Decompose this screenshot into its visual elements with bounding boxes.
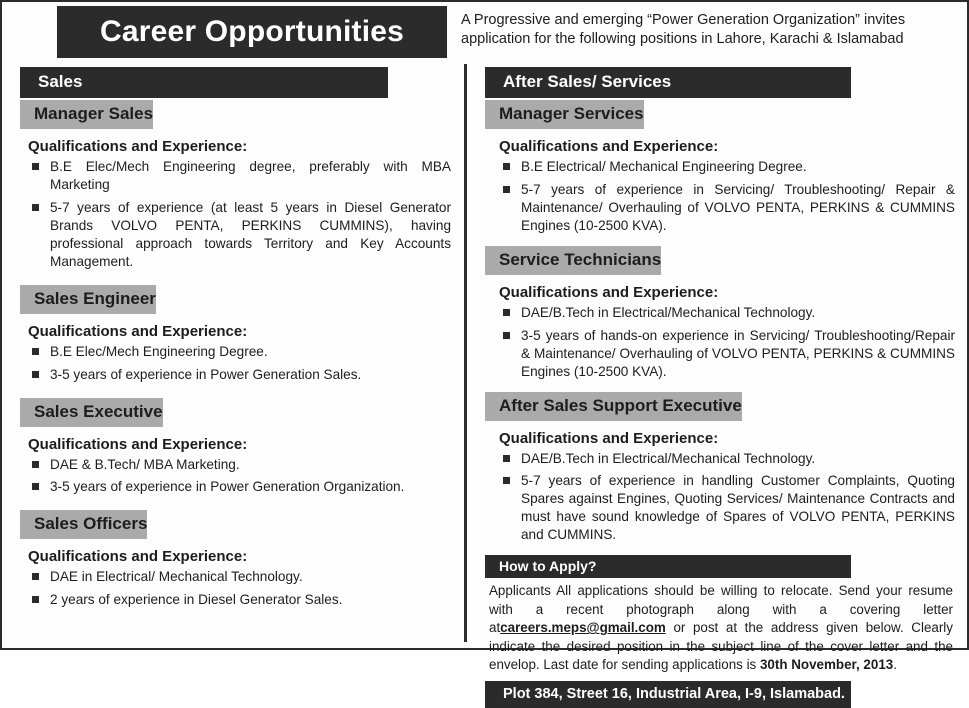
job-title: After Sales Support Executive (485, 392, 742, 421)
intro-line-2: application for the following positions in Lahore, Karachi & Islamabad (461, 31, 904, 48)
requirement-item: 5-7 years of experience in handling Customer Complaints, Quoting Spares against Engines, Quoting Services/ Maintenance Contracts and must have sound knowledge of Spares of VOLVO PENTA, PERKINS and CUMMINS. (485, 472, 955, 544)
job-manager-services (485, 100, 955, 235)
requirements-list (20, 568, 451, 609)
requirement-item: 2 years of experience in Diesel Generator Sales. (20, 591, 451, 609)
job-after-sales-support-executive (485, 392, 955, 545)
how-to-apply-block (485, 555, 955, 708)
job-sales-engineer (20, 285, 451, 384)
job-title: Sales Executive (20, 398, 163, 427)
requirement-item: 3-5 years of hands-on experience in Servicing/ Troubleshooting/Repair & Maintenance/ Overhauling of VOLVO PENTA, PERKINS & CUMMINS Engines (10-2500 KVA). (485, 327, 955, 381)
apply-text-after-email: or post at the address given below. Clearly indicate the desired position in the subject line of the cover letter and the envelop. Last date for sending applications is (489, 620, 953, 673)
qualifications-label: Qualifications and Experience: (499, 138, 719, 155)
job-title: Manager Services (485, 100, 644, 129)
content-columns (2, 62, 967, 702)
job-sales-executive (20, 398, 451, 497)
qualifications-label: Qualifications and Experience: (499, 283, 719, 301)
qualifications-label: Qualifications and Experience: (28, 322, 248, 340)
requirement-item: 5-7 years of experience in Servicing/ Troubleshooting/ Repair & Maintenance/ Overhauling of VOLVO PENTA, PERKINS & CUMMINS Engines (10-2500 KVA). (485, 181, 955, 235)
requirements-list (20, 456, 451, 497)
job-title: Service Technicians (485, 246, 661, 275)
how-to-apply-heading: How to Apply? (485, 555, 851, 578)
qualifications-label: Qualifications and Experience: (499, 429, 719, 447)
apply-text-end: . (893, 657, 897, 673)
requirement-item: 5-7 years of experience (at least 5 years in Diesel Generator Brands VOLVO PENTA, PERKINS CUMMINS), having professional approach towards Territory and Key Accounts Management. (20, 199, 451, 271)
sales-column (2, 62, 461, 648)
qualifications-label: Qualifications and Experience: (28, 138, 248, 155)
requirement-item: B.E Electrical/ Mechanical Engineering Degree. (485, 158, 955, 176)
requirement-item: DAE/B.Tech in Electrical/Mechanical Technology. (485, 304, 955, 322)
section-header-sales: Sales (20, 67, 388, 98)
requirement-item: DAE & B.Tech/ MBA Marketing. (20, 456, 451, 474)
job-title: Manager Sales (20, 100, 153, 129)
page-title (57, 6, 447, 58)
requirement-item: DAE/B.Tech in Electrical/Mechanical Technology. (485, 450, 955, 468)
job-title: Sales Officers (20, 510, 147, 539)
page-title-text: Career Opportunities (99, 15, 405, 48)
job-title: Sales Engineer (20, 285, 156, 314)
apply-email-link[interactable]: careers.meps@gmail.com (500, 620, 666, 636)
requirement-item: B.E Elec/Mech Engineering Degree. (20, 343, 451, 361)
application-deadline: 30th November, 2013 (759, 657, 894, 673)
how-to-apply-text (489, 582, 953, 675)
requirement-item: 3-5 years of experience in Power Generation Organization. (20, 478, 451, 496)
requirement-item: B.E Elec/Mech Engineering degree, preferably with MBA Marketing (20, 158, 451, 194)
requirements-list (485, 158, 955, 235)
company-address: Plot 384, Street 16, Industrial Area, I-9, Islamabad. (485, 681, 851, 708)
after-sales-column (469, 62, 967, 702)
qualifications-label: Qualifications and Experience: (28, 435, 248, 453)
requirements-list (20, 343, 451, 384)
requirements-list (485, 450, 955, 545)
apply-text-before-email: Applicants All applications should be willing to relocate. Send your resume with a recent photograph along with a covering letter at (489, 583, 953, 636)
requirements-list (485, 304, 955, 381)
section-header-after-sales: After Sales/ Services (485, 67, 851, 98)
intro-line-1: A Progressive and emerging “Power Generation Organization” invites (461, 12, 906, 28)
column-divider (461, 62, 469, 648)
job-manager-sales (20, 100, 451, 271)
requirements-list (20, 158, 451, 271)
requirement-item: DAE in Electrical/ Mechanical Technology. (20, 568, 451, 586)
qualifications-label: Qualifications and Experience: (28, 548, 248, 566)
requirement-item: 3-5 years of experience in Power Generation Sales. (20, 366, 451, 384)
job-service-technicians (485, 246, 955, 381)
advertisement-header (2, 2, 967, 62)
intro-note (447, 2, 967, 62)
job-sales-officers (20, 510, 451, 609)
